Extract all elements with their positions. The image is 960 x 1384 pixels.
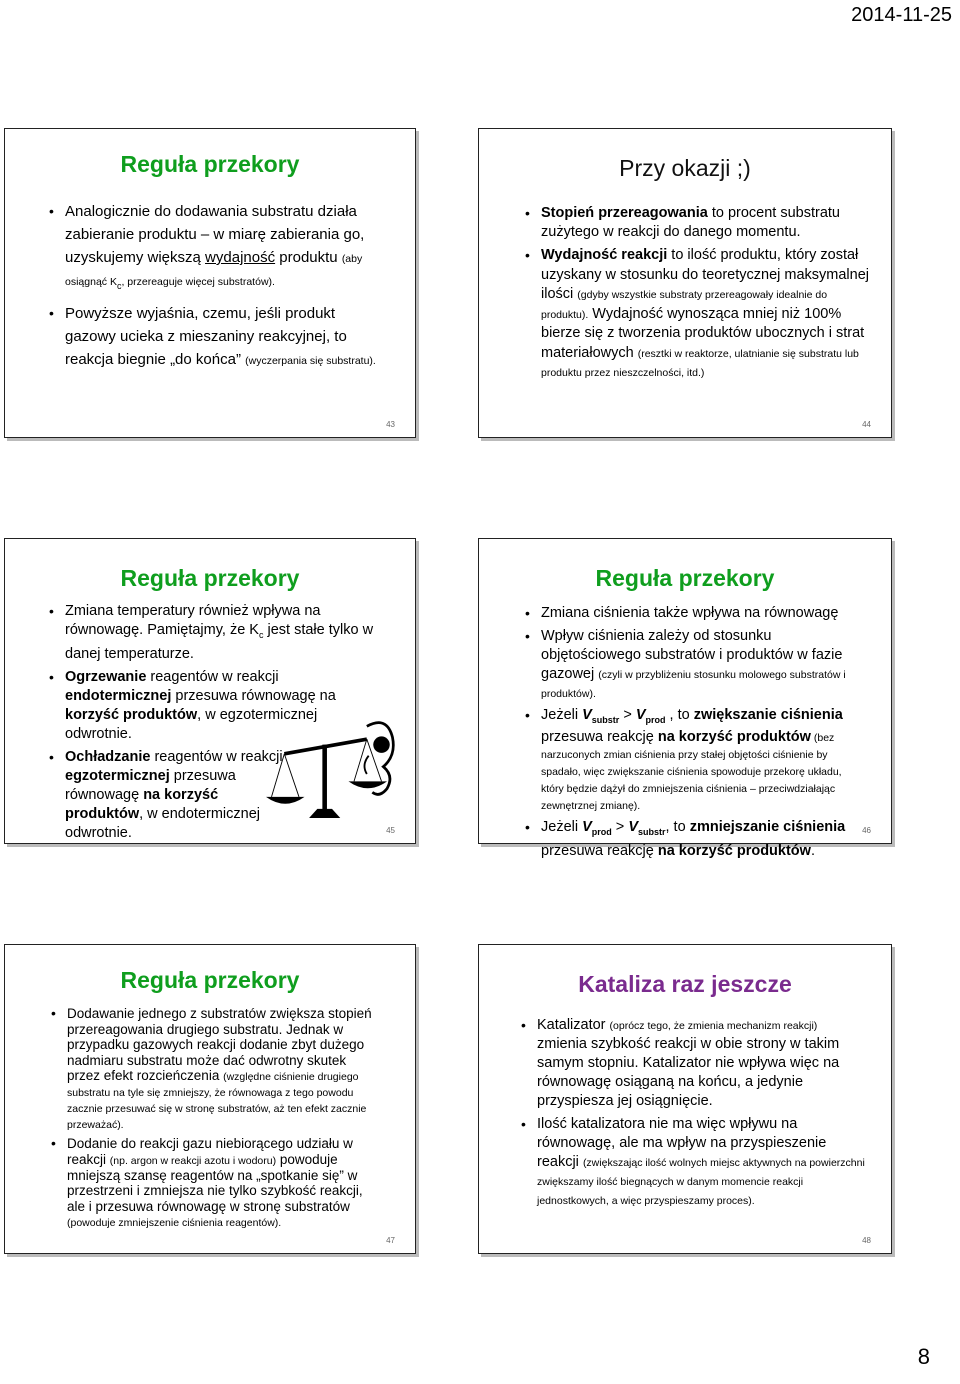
slide-43 xyxy=(4,128,416,438)
slide-number: 43 xyxy=(386,420,395,429)
bullet-list xyxy=(519,204,873,383)
bullet: • Ilość katalizatora nie ma więc wpływu na równowagę, ale ma wpływ na przyspieszenie reakcji (zwiększając ilość wolnych miejsc aktywnych na powierzchni zwiększamy ilość biegnących w danym momencie reakcji jednostkowych, a więc przyspieszamy proces). xyxy=(537,1115,865,1210)
slide-47 xyxy=(4,944,416,1254)
slide-title: Kataliza raz jeszcze xyxy=(578,971,792,997)
bullet: • Zmiana temperatury również wpływa na równowagę. Pamiętajmy, że $K_c$ jest stałe tylko w danej temperaturze. xyxy=(65,602,375,664)
page-number: 8 xyxy=(917,1344,930,1369)
slide-number: 48 xyxy=(862,1236,871,1245)
slide-number: 45 xyxy=(386,826,395,835)
slide-title: Reguła przekory xyxy=(120,967,300,993)
bullet-list xyxy=(45,1006,381,1230)
slide-title: Reguła przekory xyxy=(120,151,300,177)
slide-number: 46 xyxy=(862,826,871,835)
bullet-list xyxy=(43,200,387,371)
bullet: • Katalizator (oprócz tego, że zmienia mechanizm reakcji) zmienia szybkość reakcji w obie strony w takim samym stopniu. Katalizator nie wpływa więc na równowagę osiąganą na końcu, a jedynie przyspiesza jej osiągnięcie. xyxy=(537,1016,865,1111)
bullet: • Wydajność reakcji to ilość produktu, który został uzyskany w stosunku do teoretycznej maksymalnej ilości (gdyby wszystkie substraty przereagowały idealnie do produktu). Wydajność wynosząca mniej niż 100% bierze się z tworzenia produktów ubocznych i strat materiałowych (resztki w reaktorze, ulatnianie się substratu lub produktu przez nieszczelności, itd.) xyxy=(541,246,873,383)
bullet: • Jeżeli $V_{substr} > V_{prod}$ , to zwiększanie ciśnienia przesuwa reakcję na korzyść produktów (bez narzuconych zmian ciśnienia przy stałej objętości ciśnienie by spadało, więc zwiększanie ciśnienia spowoduje przekorę układu, który będzie dążył do zmniejszenia ciśnienia – przeciwdziałając zewnętrznej zmianę). xyxy=(541,707,857,814)
bullet: • Dodanie do reakcji gazu niebiorącego udziału w reakcji (np. argon w reakcji azotu i wodoru) powoduje mniejszą szansę reagentów na „spotkanie się” w przestrzeni i zmniejsza nie tylko szybkość reakcji, ale i przesuwa równowagę w stronę substratów (powoduje zmniejszenie ciśnienia reagentów). xyxy=(67,1136,381,1230)
slide-48 xyxy=(478,944,892,1254)
bullet-list xyxy=(515,1016,865,1210)
bullet: • Dodawanie jednego z substratów zwiększa stopień przereagowania drugiego substratu. Jednak w przypadku gazowych reakcji dodanie zbyt dużego nadmiaru substratu może dać odwrotny skutek przez efekt rozcieńczenia (względne ciśnienie drugiego substratu na tyle się zmniejszy, że równowaga z tego powodu zacznie przesuwać się w stronę substratów, aż ten efekt zacznie przeważać). xyxy=(67,1006,381,1132)
balance-scale-image xyxy=(257,719,407,829)
bullet: • Jeżeli $V_{prod} > V_{substr}$, to zmniejszanie ciśnienia przesuwa reakcję na korzyść produktów. xyxy=(541,818,857,861)
slide-title: Reguła przekory xyxy=(595,565,775,591)
slide-number: 47 xyxy=(386,1236,395,1245)
slide-44 xyxy=(478,128,892,438)
slide-46 xyxy=(478,538,892,859)
bullet: • Ogrzewanie reagentów w reakcji endotermicznej przesuwa równowagę na korzyść produktów, w egzotermicznej odwrotnie. xyxy=(65,668,375,744)
slide-title: Przy okazji ;) xyxy=(619,155,751,181)
bullet: • Powyższe wyjaśnia, czemu, jeśli produkt gazowy ucieka z mieszaniny reakcyjnej, to reakcja biegnie „do końca” (wyczerpania się substratu). xyxy=(65,302,387,371)
bullet: • Zmiana ciśnienia także wpływa na równowagę xyxy=(541,604,857,623)
bullet: • Stopień przereagowania to procent substratu zużytego w reakcji do danego momentu. xyxy=(541,204,873,242)
bullet-list xyxy=(519,604,857,861)
document-date: 2014-11-25 xyxy=(851,4,952,26)
bullet: • Analogicznie do dodawania substratu działa zabieranie produktu – w miarę zabierania go, uzyskujemy większą wydajność produktu (aby osiągnąć $K_c$, przereaguje więcej substratów). xyxy=(65,200,387,298)
slide-45 xyxy=(4,538,416,844)
bullet: • Ochładzanie reagentów w reakcji egzotermicznej przesuwa równowagę na korzyść produktów, w endotermicznej odwrotnie. xyxy=(65,748,285,843)
bullet: • Wpływ ciśnienia zależy od stosunku objętościowego substratów i produktów w fazie gazowej (czyli w przybliżeniu stosunku molowego substratów i produktów). xyxy=(541,627,857,703)
slide-number: 44 xyxy=(862,420,871,429)
slide-title: Reguła przekory xyxy=(120,565,300,591)
